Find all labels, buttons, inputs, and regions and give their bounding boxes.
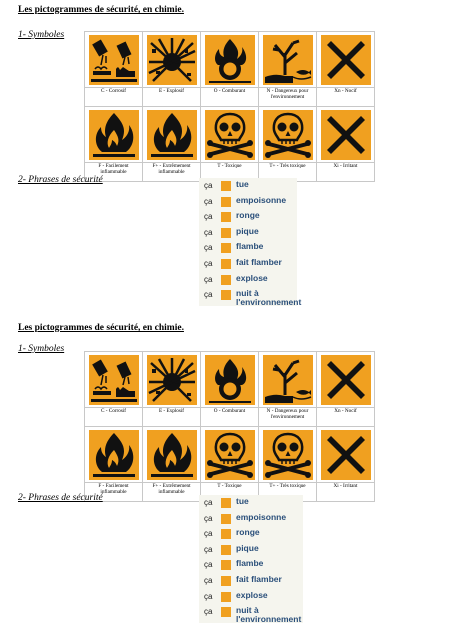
flame-icon xyxy=(147,110,197,160)
environment-icon xyxy=(221,290,231,300)
pictogram-label: F+ - Extrêmement inflammable xyxy=(143,163,201,182)
document-section-2 xyxy=(0,318,452,638)
pictogram-label: E - Explosif xyxy=(143,88,201,107)
phrase-text: nuit à l'environnement xyxy=(236,605,302,624)
pictogram-label: N - Dangereux pour l'environnement xyxy=(259,88,317,107)
pictogram-cell-explosive xyxy=(143,32,201,88)
pictogram-cell-extremely-flammable xyxy=(143,107,201,163)
phrase-prefix: ça xyxy=(204,290,213,300)
phrase-row xyxy=(199,225,297,241)
cross-icon xyxy=(221,545,231,555)
explosive-icon xyxy=(221,592,231,602)
phrase-row xyxy=(199,194,297,210)
phrase-text: ronge xyxy=(236,527,260,538)
pictogram-cell-oxidizer xyxy=(201,352,259,408)
phrase-prefix: ça xyxy=(204,498,213,507)
phrase-row xyxy=(199,272,297,288)
phrase-prefix: ça xyxy=(204,591,213,601)
phrase-row xyxy=(199,511,303,527)
harmful-cross-icon xyxy=(321,355,371,405)
phrase-text: explose xyxy=(236,272,268,283)
pictogram-label: E - Explosif xyxy=(143,408,201,427)
phrase-row xyxy=(199,495,303,511)
section-heading-phrases: 2- Phrases de sécurité xyxy=(18,175,103,185)
phrase-prefix: ça xyxy=(204,575,213,585)
flame-icon xyxy=(221,243,231,253)
phrase-text: ronge xyxy=(236,210,260,221)
phrase-text: fait flamber xyxy=(236,256,282,267)
pictogram-cell-corrosive xyxy=(85,352,143,408)
pictogram-label: Xn - Nocif xyxy=(317,88,375,107)
oxidizer-icon xyxy=(205,35,255,85)
pictogram-label: C - Corrosif xyxy=(85,408,143,427)
pictogram-label: F+ - Extrêmement inflammable xyxy=(143,483,201,502)
phrase-row xyxy=(199,240,297,256)
phrase-text: tue xyxy=(236,496,249,506)
pictogram-label: T+ - Très toxique xyxy=(259,483,317,502)
pictogram-label: C - Corrosif xyxy=(85,88,143,107)
corrosive-icon xyxy=(89,35,139,85)
oxidizer-icon xyxy=(205,355,255,405)
pictogram-label: T+ - Très toxique xyxy=(259,163,317,182)
environment-icon xyxy=(263,35,313,85)
page-title: Les pictogrammes de sécurité, en chimie. xyxy=(18,5,184,15)
pictogram-cell-irritant xyxy=(317,427,375,483)
explosive-icon xyxy=(147,355,197,405)
phrase-prefix: ça xyxy=(204,196,213,206)
pictogram-label: O - Comburant xyxy=(201,88,259,107)
phrase-prefix: ça xyxy=(204,243,213,253)
irritant-cross-icon xyxy=(321,110,371,160)
pictogram-cell-flammable xyxy=(85,427,143,483)
pictogram-label: Xi - Irritant xyxy=(317,483,375,502)
phrase-prefix: ça xyxy=(204,544,213,554)
pictogram-cell-corrosive xyxy=(85,32,143,88)
safety-phrases-panel xyxy=(199,495,303,623)
safety-phrases-panel xyxy=(199,178,302,307)
phrase-row xyxy=(199,542,303,558)
phrase-prefix: ça xyxy=(204,227,213,237)
pictogram-cell-environment xyxy=(259,32,317,88)
phrase-text: flambe xyxy=(236,241,264,252)
pictogram-label: F - Facilement inflammable xyxy=(85,163,143,182)
phrase-prefix: ça xyxy=(204,529,213,539)
phrase-row xyxy=(199,557,303,573)
pictogram-label: T - Toxique xyxy=(201,163,259,182)
flame-icon xyxy=(221,560,231,570)
phrase-text: explose xyxy=(236,589,268,600)
pictogram-cell-very-toxic xyxy=(259,107,317,163)
pictogram-label: Xn - Nocif xyxy=(317,408,375,427)
pictogram-label: N - Dangereux pour l'environnement xyxy=(259,408,317,427)
pictogram-label: O - Comburant xyxy=(201,408,259,427)
corrosive-icon xyxy=(221,212,231,222)
pictogram-cell-flammable xyxy=(85,107,143,163)
phrase-row xyxy=(199,256,297,272)
pictogram-cell-explosive xyxy=(143,352,201,408)
phrase-prefix: ça xyxy=(204,560,213,570)
phrase-row xyxy=(199,604,303,623)
pictogram-cell-environment xyxy=(259,352,317,408)
phrase-row xyxy=(199,209,297,225)
phrase-text: pique xyxy=(236,225,259,236)
cross-icon xyxy=(221,228,231,238)
pictogram-cell-harmful xyxy=(317,352,375,408)
pictogram-cell-harmful xyxy=(317,32,375,88)
environment-icon xyxy=(263,355,313,405)
skull-icon xyxy=(221,498,231,508)
flame-icon xyxy=(89,110,139,160)
harmful-cross-icon xyxy=(321,35,371,85)
section-heading-phrases: 2- Phrases de sécurité xyxy=(18,493,103,503)
phrase-text: fait flamber xyxy=(236,573,282,584)
phrase-row xyxy=(199,589,303,605)
pictogram-table xyxy=(84,351,375,502)
skull-icon xyxy=(263,430,313,480)
pictogram-cell-oxidizer xyxy=(201,32,259,88)
phrase-row xyxy=(199,573,303,589)
pictogram-label: Xi - Irritant xyxy=(317,163,375,182)
environment-icon xyxy=(221,607,231,617)
pictogram-cell-extremely-flammable xyxy=(143,427,201,483)
phrase-text: nuit à l'environnement xyxy=(236,288,302,307)
phrase-prefix: ça xyxy=(204,513,213,523)
section-heading-symbols: 1- Symboles xyxy=(18,344,65,354)
irritant-cross-icon xyxy=(321,430,371,480)
pictogram-cell-irritant xyxy=(317,107,375,163)
flame-icon xyxy=(147,430,197,480)
phrase-text: pique xyxy=(236,542,259,553)
phrase-text: flambe xyxy=(236,558,264,569)
phrase-prefix: ça xyxy=(204,258,213,268)
phrase-row xyxy=(199,526,303,542)
skull-icon xyxy=(205,430,255,480)
phrase-text: tue xyxy=(236,179,249,189)
flame-icon xyxy=(89,430,139,480)
phrase-text: empoisonne xyxy=(236,511,287,522)
pictogram-table xyxy=(84,31,375,182)
cross-icon xyxy=(221,514,231,524)
phrase-prefix: ça xyxy=(204,212,213,222)
pictogram-label: F - Facilement inflammable xyxy=(85,483,143,502)
pictogram-cell-toxic xyxy=(201,107,259,163)
phrase-prefix: ça xyxy=(204,607,213,617)
corrosive-icon xyxy=(89,355,139,405)
pictogram-label: T - Toxique xyxy=(201,483,259,502)
cross-icon xyxy=(221,197,231,207)
corrosive-icon xyxy=(221,529,231,539)
section-heading-symbols: 1- Symboles xyxy=(18,30,65,40)
skull-icon xyxy=(205,110,255,160)
phrase-prefix: ça xyxy=(204,274,213,284)
skull-icon xyxy=(263,110,313,160)
explosive-icon xyxy=(147,35,197,85)
pictogram-cell-toxic xyxy=(201,427,259,483)
skull-icon xyxy=(221,181,231,191)
phrase-text: empoisonne xyxy=(236,194,287,205)
oxidizer-icon xyxy=(221,259,231,269)
page-title: Les pictogrammes de sécurité, en chimie. xyxy=(18,323,184,333)
explosive-icon xyxy=(221,275,231,285)
phrase-prefix: ça xyxy=(204,181,213,190)
phrase-row xyxy=(199,178,297,194)
pictogram-cell-very-toxic xyxy=(259,427,317,483)
oxidizer-icon xyxy=(221,576,231,586)
phrase-row xyxy=(199,287,302,307)
